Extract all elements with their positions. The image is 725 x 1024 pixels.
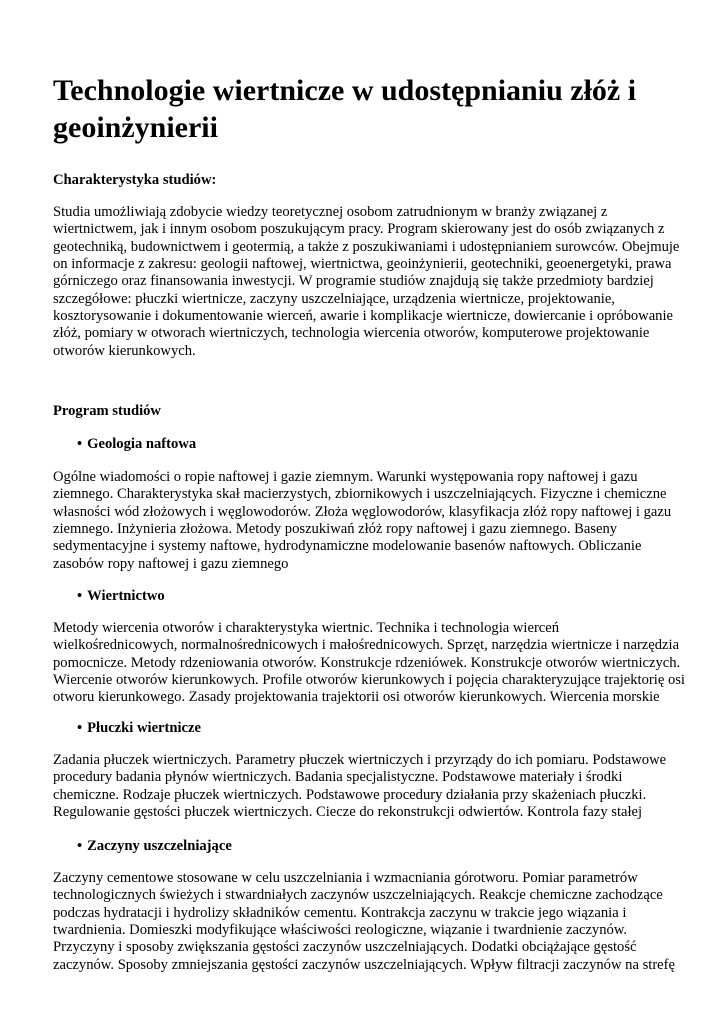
paragraph-line: sedymentacyjne i systemy naftowe, hydrodynamiczne modelowanie basenów naftowych. Obliczanie (53, 538, 642, 555)
paragraph-line: chemiczne. Rodzaje płuczek wiertniczych. Podstawowe procedury działania przy skażeniach płuczki. (53, 786, 647, 803)
paragraph-line: procedury badania płynów wiertniczych. Badania specjalistyczne. Podstawowe materiały i środki (53, 769, 623, 786)
paragraph-line: Zadania płuczek wiertniczych. Parametry płuczek wiertniczych i przyrządy do ich pomiaru. Podstawowe (53, 752, 667, 768)
section-heading-pluczki: • Płuczki wiertnicze (77, 720, 201, 737)
paragraph-line: własności wód złożowych i węglowodorów. Złoża węglowodorów, klasyfikacja złóż ropy naftowej i gazu (53, 503, 672, 520)
paragraph-line: podczas hydratacji i hydrolizy składników cementu. Kontrakcja zaczynu w trakcie jego wiązania i (53, 904, 627, 921)
paragraph-line: twardnienia. Domieszki modyfikujące właściwości reologiczne, wiązanie i twardnienie zaczynów. (53, 922, 628, 939)
paragraph-line: szczegółowe: płuczki wiertnicze, zaczyny uszczelniające, urządzenia wiertnicze, projektowanie, (53, 290, 615, 307)
page-title: Technologie wiertnicze w udostępnianiu złóż i geoinżynierii (53, 74, 637, 144)
paragraph-line: geotechniką, budownictwem i geotermią, a także z poszukiwaniami i udostępnianiem surowców. Obejmuje (53, 238, 680, 255)
paragraph-line: wiertnictwem, jak i innym osobom poszukującym pracy. Program skierowany jest do osób związanych z (53, 221, 665, 238)
characteristics-paragraph (53, 204, 679, 360)
paragraph-line: ziemnego. Charakterystyka skał macierzystych, zbiornikowych i uszczelniających. Fizyczne i chemiczne (53, 486, 667, 503)
paragraph-line: otworu kierunkowego. Zasady projektowania trajektorii osi otworów kierunkowych. Wiercenia morskie (53, 689, 660, 706)
paragraph-line: Metody wiercenia otworów i charakterystyka wiertnic. Technika i technologia wierceń (53, 620, 560, 636)
paragraph-line: Ogólne wiadomości o ropie naftowej i gazie ziemnym. Warunki występowania ropy naftowej i gazu (53, 469, 638, 485)
paragraph-line: Regulowanie gęstości płuczek wiertniczych. Ciecze do rekonstrukcji odwiertów. Kontrola fazy stałej (53, 804, 643, 821)
section-heading-geologia: • Geologia naftowa (77, 436, 196, 453)
paragraph-line: Wiercenie otworów kierunkowych. Profile otworów kierunkowych i pojęcia charakteryzujące trajektorię osi (53, 672, 685, 689)
paragraph-line: Przyczyny i sposoby zwiększania gęstości zaczynów uszczelniających. Dodatki obciążające gęstość (53, 939, 637, 956)
section-heading-zaczyny: • Zaczyny uszczelniające (77, 838, 232, 855)
characteristics-heading: Charakterystyka studiów: (53, 172, 217, 188)
paragraph-line: on informacje z zakresu: geologii naftowej, wiertnictwa, geoinżynierii, geotechniki, geoenergetyki, prawa (53, 256, 672, 273)
paragraph-line: wielkośrednicowych, normalnośrednicowych i małośrednicowych. Sprzęt, narzędzia wiertnicze i narzędzia (53, 637, 680, 654)
section-paragraph-zaczyny (53, 870, 675, 974)
paragraph-line: ziemnego. Inżynieria złożowa. Metody poszukiwań złóż ropy naftowej i gazu ziemnego. Baseny (53, 521, 618, 538)
section-paragraph-wiertnictwo (53, 620, 685, 707)
paragraph-line: złóż, pomiary w otworach wiertniczych, technologia wiercenia otworów, komputerowe projektowanie (53, 325, 650, 342)
paragraph-line: Studia umożliwiają zdobycie wiedzy teoretycznej osobom zatrudnionym w branży związanej z (53, 204, 608, 220)
section-paragraph-geologia (53, 469, 671, 573)
paragraph-line: pomocnicze. Metody rdzeniowania otworów. Konstrukcje rdzeniówek. Konstrukcje otworów wiertniczych. (53, 654, 681, 671)
paragraph-line: otworów kierunkowych. (53, 342, 196, 359)
section-paragraph-pluczki (53, 752, 666, 821)
paragraph-line: zaczynów. Sposoby zmniejszania gęstości zaczynów uszczelniających. Wpływ filtracji zaczynów na strefę (53, 956, 676, 973)
paragraph-line: górniczego oraz finansowania inwestycji. W programie studiów znajdują się także przedmioty bardziej (53, 273, 654, 290)
paragraph-line: kosztorysowanie i dokumentowanie wierceń, awarie i komplikacje wiertnicze, dowiercanie i opróbowanie (53, 308, 674, 325)
paragraph-line: zasobów ropy naftowej i gazu ziemnego (53, 555, 289, 572)
program-heading: Program studiów (53, 403, 161, 419)
paragraph-line: technologicznych świeżych i stwardniałych zaczynów uszczelniających. Reakcje chemiczne zachodzące (53, 887, 663, 904)
paragraph-line: Zaczyny cementowe stosowane w celu uszczelniania i wzmacniania górotworu. Pomiar parametrów (53, 870, 638, 886)
section-heading-wiertnictwo: • Wiertnictwo (77, 588, 165, 605)
